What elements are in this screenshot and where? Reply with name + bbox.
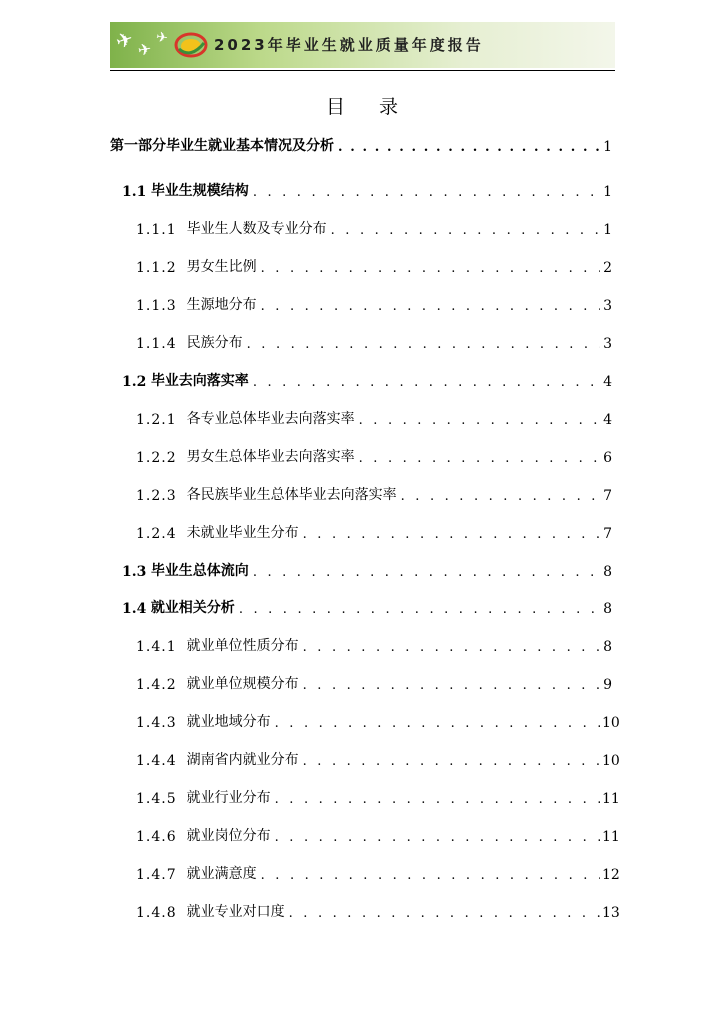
toc-page-number: 10 — [602, 753, 620, 769]
toc-entry-title: 第一部分毕业生就业基本情况及分析 — [110, 138, 334, 154]
toc-entry-title: 就业行业分布 — [186, 790, 271, 806]
toc-page-number: 4 — [603, 412, 612, 428]
toc-entry-number: 1.4.7 — [136, 867, 177, 883]
toc-dot-leader — [303, 678, 600, 693]
toc-entry-number: 1.2.4 — [136, 526, 177, 542]
toc-entry-number: 1.1.1 — [136, 222, 177, 238]
toc-dot-leader — [331, 223, 600, 238]
toc-entry-number: 1.4.5 — [136, 791, 177, 807]
toc-entry-title: 男女生比例 — [186, 259, 257, 275]
toc-page-number: 3 — [603, 336, 612, 352]
toc-dot-leader — [261, 261, 600, 276]
toc-entry-title: 各专业总体毕业去向落实率 — [186, 411, 355, 427]
toc-dot-leader — [359, 451, 600, 466]
toc-entry-title: 毕业生人数及专业分布 — [186, 221, 327, 237]
toc-entry-number: 1.3 — [122, 564, 147, 580]
toc-entry[interactable] — [110, 131, 612, 155]
toc-entry-number: 1.1.4 — [136, 336, 177, 352]
toc-entry[interactable] — [110, 556, 612, 580]
toc-entry-number: 1.1.2 — [136, 260, 177, 276]
toc-entry[interactable] — [110, 252, 612, 276]
toc-entry-number: 1.4.3 — [136, 715, 177, 731]
toc-entry[interactable] — [110, 859, 620, 883]
toc-entry[interactable] — [110, 176, 612, 200]
toc-page-number: 6 — [603, 450, 612, 466]
toc-page-number: 3 — [603, 298, 612, 314]
toc-entry[interactable] — [110, 593, 612, 617]
toc-dot-leader — [303, 640, 600, 655]
toc-entry-number: 1.4.8 — [136, 905, 177, 921]
toc-entry-title: 未就业毕业生分布 — [186, 525, 299, 541]
bird-icon: ✈ — [154, 29, 169, 47]
toc-dot-leader — [253, 375, 600, 390]
toc-entry-title: 就业地域分布 — [186, 714, 271, 730]
header-divider — [110, 70, 615, 71]
report-title: 2023年毕业生就业质量年度报告 — [214, 36, 484, 54]
toc-entry-title: 就业单位性质分布 — [186, 638, 299, 654]
toc-entry[interactable] — [110, 404, 612, 428]
toc-dot-leader — [253, 185, 600, 200]
toc-dot-leader — [359, 413, 600, 428]
toc-heading: 目 录 — [325, 96, 413, 118]
toc-dot-leader — [247, 337, 600, 352]
toc-entry[interactable] — [110, 897, 620, 921]
toc-entry-number: 1.2.3 — [136, 488, 177, 504]
toc-entry-title: 就业满意度 — [186, 866, 257, 882]
toc-entry-number: 1.2.2 — [136, 450, 177, 466]
toc-entry-number: 1.4.6 — [136, 829, 177, 845]
toc-entry[interactable] — [110, 707, 620, 731]
toc-page-number: 1 — [603, 184, 612, 200]
toc-dot-leader — [303, 527, 600, 542]
toc-entry-number: 1.4 — [122, 601, 147, 617]
toc-entry-title: 民族分布 — [186, 335, 243, 351]
toc-page-number: 10 — [602, 715, 620, 731]
toc-page-number: 1 — [603, 139, 612, 155]
toc-dot-leader — [289, 906, 600, 921]
toc-dot-leader — [261, 299, 600, 314]
toc-entry-number: 1.4.4 — [136, 753, 177, 769]
bird-icon: ✈ — [136, 38, 153, 61]
toc-entry-number: 1.4.2 — [136, 677, 177, 693]
toc-entry[interactable] — [110, 480, 612, 504]
toc-dot-leader — [275, 716, 600, 731]
toc-entry[interactable] — [110, 669, 612, 693]
toc-dot-leader — [401, 489, 600, 504]
bird-icon: ✈ — [112, 25, 137, 55]
toc-entry-title: 毕业去向落实率 — [150, 373, 249, 389]
toc-page-number: 4 — [603, 374, 612, 390]
toc-page-number: 13 — [602, 905, 620, 921]
toc-entry-number: 1.4.1 — [136, 639, 177, 655]
toc-entry-number: 1.1 — [122, 184, 147, 200]
toc-entry-title: 就业单位规模分布 — [186, 676, 299, 692]
toc-page-number: 1 — [603, 222, 612, 238]
toc-entry-title: 就业岗位分布 — [186, 828, 271, 844]
toc-entry[interactable] — [110, 366, 612, 390]
toc-entry-title: 男女生总体毕业去向落实率 — [186, 449, 355, 465]
toc-entry[interactable] — [110, 290, 612, 314]
toc-dot-leader — [275, 792, 600, 807]
toc-entry[interactable] — [110, 783, 620, 807]
toc-page-number: 7 — [603, 488, 612, 504]
toc-entry-title: 毕业生规模结构 — [150, 183, 249, 199]
toc-page-number: 12 — [602, 867, 620, 883]
toc-entry-title: 就业相关分析 — [150, 600, 235, 616]
toc-page-number: 7 — [603, 526, 612, 542]
toc-page-number: 11 — [602, 829, 620, 845]
toc-dot-leader — [239, 602, 600, 617]
toc-page-number: 11 — [602, 791, 620, 807]
toc-page-number: 8 — [603, 639, 612, 655]
toc-entry-title: 生源地分布 — [186, 297, 257, 313]
toc-entry[interactable] — [110, 214, 612, 238]
toc-entry[interactable] — [110, 745, 620, 769]
swirl-logo-icon — [174, 29, 208, 61]
toc-entry[interactable] — [110, 442, 612, 466]
toc-page-number: 9 — [603, 677, 612, 693]
toc-entry[interactable] — [110, 518, 612, 542]
toc-page-number: 8 — [603, 601, 612, 617]
toc-dot-leader — [261, 868, 600, 883]
header-banner — [110, 22, 615, 68]
toc-entry-title: 就业专业对口度 — [186, 904, 285, 920]
toc-entry-number: 1.2 — [122, 374, 147, 390]
toc-entry-title: 湖南省内就业分布 — [186, 752, 299, 768]
toc-entry-number: 1.2.1 — [136, 412, 177, 428]
toc-dot-leader — [253, 565, 600, 580]
toc-entry-title: 毕业生总体流向 — [150, 563, 249, 579]
toc-entry[interactable] — [110, 821, 620, 845]
toc-dot-leader — [303, 754, 600, 769]
toc-entry[interactable] — [110, 328, 612, 352]
toc-entry[interactable] — [110, 631, 612, 655]
toc-entry-title: 各民族毕业生总体毕业去向落实率 — [186, 487, 397, 503]
toc-dot-leader — [338, 140, 600, 155]
toc-page-number: 8 — [603, 564, 612, 580]
toc-dot-leader — [275, 830, 600, 845]
toc-page-number: 2 — [603, 260, 612, 276]
toc-entry-number: 1.1.3 — [136, 298, 177, 314]
